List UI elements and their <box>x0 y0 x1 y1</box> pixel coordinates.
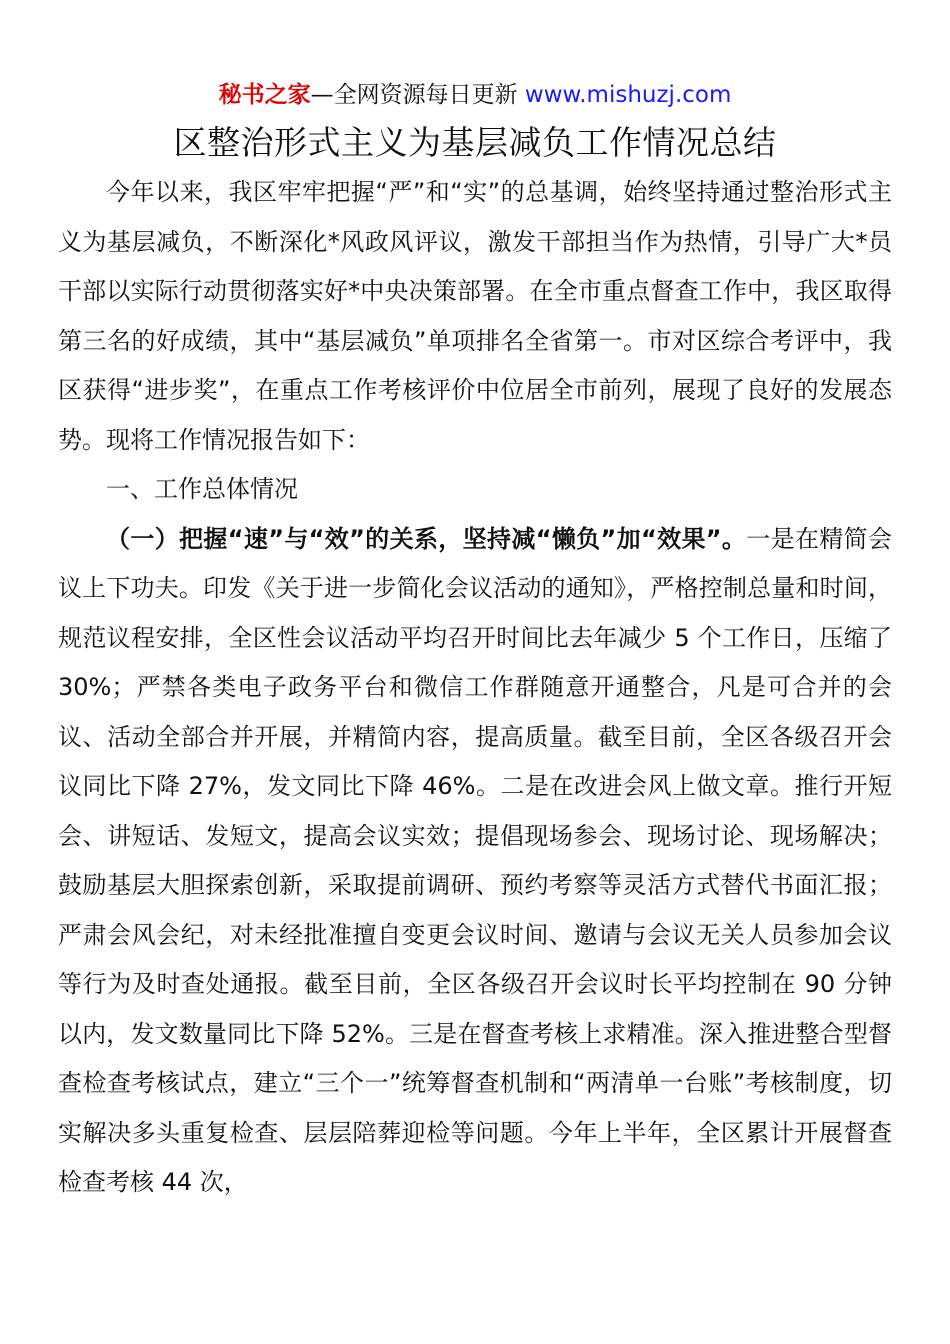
banner-tagline: —全网资源每日更新 <box>310 82 518 108</box>
subsection-heading: （一）把握“速”与“效”的关系，坚持减“懒负”加“效果”。 <box>106 524 747 553</box>
document-page <box>58 78 892 1208</box>
banner-brand: 秘书之家 <box>218 82 311 108</box>
subsection-body: 一是在精简会议上下功夫。印发《关于进一步简化会议活动的通知》，严格控制总量和时间，规范议程安排，全区性会议活动平均召开时间比去年减少 5 个工作日，压缩了 30%；严禁各类电子政务平台和微信工作群随意开通整合，凡是可合并的会议、活动全部合并开展，并精简内容，提高质量。截至目前，全区各级召开会议同比下降 27%，发文同比下降 46%。二是在改进会风上做文章。推行开短会、讲短话、发短文，提高会议实效；提倡现场参会、现场讨论、现场解决；鼓励基层大胆探索创新，采取提前调研、预约考察等灵活方式替代书面汇报；严肃会风会纪，对未经批准擅自变更会议时间、邀请与会议无关人员参加会议等行为及时查处通报。截至目前，全区各级召开会议时长平均控制在 90 分钟以内，发文数量同比下降 52%。三是在督查考核上求精准。深入推进整合型督查检查考核试点，建立“三个一”统筹督查机制和“两清单一台账”考核制度，切实解决多头重复检查、层层陪葬迎检等问题。今年上半年，全区累计开展督查检查考核 44 次， <box>58 524 893 1196</box>
section-heading: 一、工作总体情况 <box>106 475 298 503</box>
document-title: 区整治形式主义为基层减负工作情况总结 <box>173 123 777 162</box>
site-banner <box>58 78 892 112</box>
banner-url-link[interactable]: www.mishuzj.com <box>524 82 732 108</box>
intro-paragraph: 今年以来，我区牢牢把握“严”和“实”的总基调，始终坚持通过整治形式主义为基层减负，不断深化*风政风评议，激发干部担当作为热情，引导广大*员干部以实际行动贯彻落实好*中央决策部署。在全市重点督查工作中，我区取得第三名的好成绩，其中“基层减负”单项排名全省第一。市对区综合考评中，我区获得“进步奖”，在重点工作考核评价中位居全市前列，展现了良好的发展态势。现将工作情况报告如下： <box>58 178 892 454</box>
subsection-paragraph <box>58 515 892 1208</box>
